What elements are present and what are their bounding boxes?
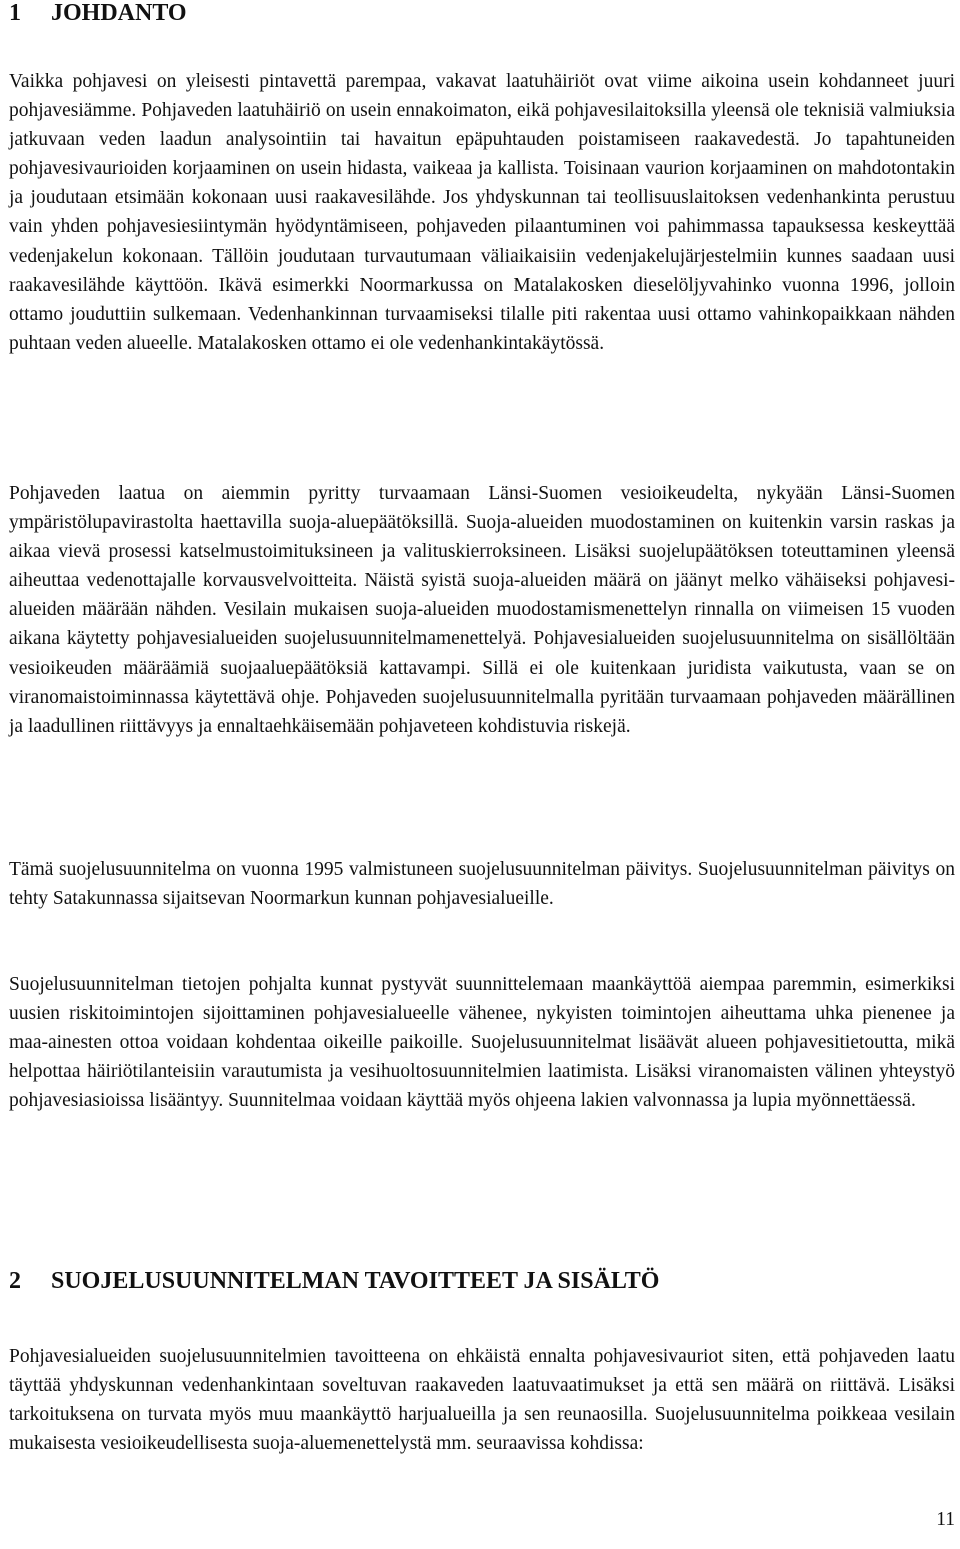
section-2-paragraph-1: Pohjavesialueiden suojelusuunnitelmien tavoitteena on ehkäistä ennalta pohjavesivauriot siten, että pohjaveden laatu täyttää yhdyskunnan vedenhankintaan soveltuvan raakaveden laatuvaatimukset ja että sen määrä on riittävä. Lisäksi tarkoituksena on turvata myös muu maankäyttö harjualueilla ja sen reunaosilla. Suojelusuunnitelma poikkeaa vesilain mukaisesta vesioikeudellisesta suoja-aluemenettelystä mm. seuraavissa kohdissa: — [9, 1346, 955, 1455]
section-1-heading — [9, 1, 187, 25]
section-2-title: SUOJELUSUUNNITELMAN TAVOITTEET JA SISÄLTÖ — [51, 1268, 660, 1294]
page-number: 11 — [936, 1509, 955, 1530]
section-1-paragraph-2: Pohjaveden laatua on aiemmin pyritty turvaamaan Länsi-Suomen vesioikeudelta, nykyään Länsi-Suomen ympäristölupavirastolta haettavilla suoja-aluepäätöksillä. Suoja-alueiden muodostaminen on kuitenkin varsin raskas ja aikaa vievä prosessi katselmustoimituksineen ja valituskierroksineen. Lisäksi suojelupäätöksen toteuttaminen yleensä aiheuttaa vedenottajalle korvausvelvoitteita. Näistä syistä suoja-alueiden määrä on jäänyt melko vähäiseksi pohjavesialueiden määrään nähden. Vesilain mukaisen suoja-alueiden muodostamismenettelyn rinnalla on viimeisen 15 vuoden aikana käytetty pohjavesialueiden suojelusuunnitelmamenettelyä. Pohjavesialueiden suojelusuunnitelma on sisällöltään vesioikeuden määräämiä suojaaluepäätöksiä kattavampi. Sillä ei ole kuitenkaan juridista vaikutusta, vaan se on viranomaistoiminnassa käytettävä ohje. Pohjaveden suojelusuunnitelmalla pyritään turvaamaan pohjaveden määrällinen ja laadullinen riittävyys ja ennaltaehkäisemään pohjaveteen kohdistuvia riskejä. — [9, 483, 955, 737]
section-1-title: JOHDANTO — [51, 0, 187, 26]
section-1-number: 1 — [9, 0, 21, 26]
section-1-paragraph-1: Vaikka pohjavesi on yleisesti pintavettä parempaa, vakavat laatuhäiriöt ovat viime aikoina usein kohdanneet juuri pohjavesiämme. Pohjaveden laatuhäiriö on usein ennakoimaton, eikä pohjavesilaitoksilla yleensä ole teknisiä valmiuksia jatkuvaan veden laadun analysointiin tai havaitun epäpuhtauden poistamiseen raakavedestä. Jo tapahtuneiden pohjavesivaurioiden korjaaminen on usein hidasta, vaikeaa ja kallista. Toisinaan vaurion korjaaminen on mahdotontakin ja joudutaan etsimään kokonaan uusi raakavesilähde. Jos yhdyskunnan tai teollisuuslaitoksen vedenhankinta perustuu vain yhden pohjavesiesiintymän hyödyntämiseen, pohjaveden pilaantuminen voi pahimmassa tapauksessa keskeyttää vedenjakelun kokonaan. Tällöin joudutaan turvautumaan väliaikaisiin vedenjakelujärjestelmiin kunnes saadaan uusi raakavesilähde käyttöön. Ikävä esimerkki Noormarkussa on Matalakosken dieselöljyvahinko vuonna 1996, jolloin ottamo jouduttiin sulkemaan. Vedenhankinnan turvaamiseksi tilalle piti rakentaa uusi ottamo vahinkopaikkaan nähden puhtaan veden alueelle. Matalakosken ottamo ei ole vedenhankintakäytössä. — [9, 71, 955, 354]
section-1-paragraph-4: Suojelusuunnitelman tietojen pohjalta kunnat pystyvät suunnittelemaan maankäyttöä aiempaa paremmin, esimerkiksi uusien riskitoimintojen sijoittaminen pohjavesialueelle vähenee, nykyisten toimintojen aiheuttama uhka pienenee ja maa-ainesten ottoa voidaan kohdentaa oikeille paikoille. Suojelusuunnitelmat lisäävät alueen pohjavesitietoutta, mikä helpottaa häiriötilanteisiin varautumista ja vesihuoltosuunnitelmien laatimista. Lisäksi viranomaisten välinen yhteystyö pohjavesiasioissa lisääntyy. Suunnitelmaa voidaan käyttää myös ohjeena lakien valvonnassa ja lupia myönnettäessä. — [9, 974, 955, 1112]
section-1-paragraph-3: Tämä suojelusuunnitelma on vuonna 1995 valmistuneen suojelusuunnitelman päivitys. Suojelusuunnitelman päivitys on tehty Satakunnassa sijaitsevan Noormarkun kunnan pohjavesialueille. — [9, 859, 955, 910]
section-2-heading — [9, 1269, 659, 1293]
section-2-number: 2 — [9, 1268, 21, 1294]
